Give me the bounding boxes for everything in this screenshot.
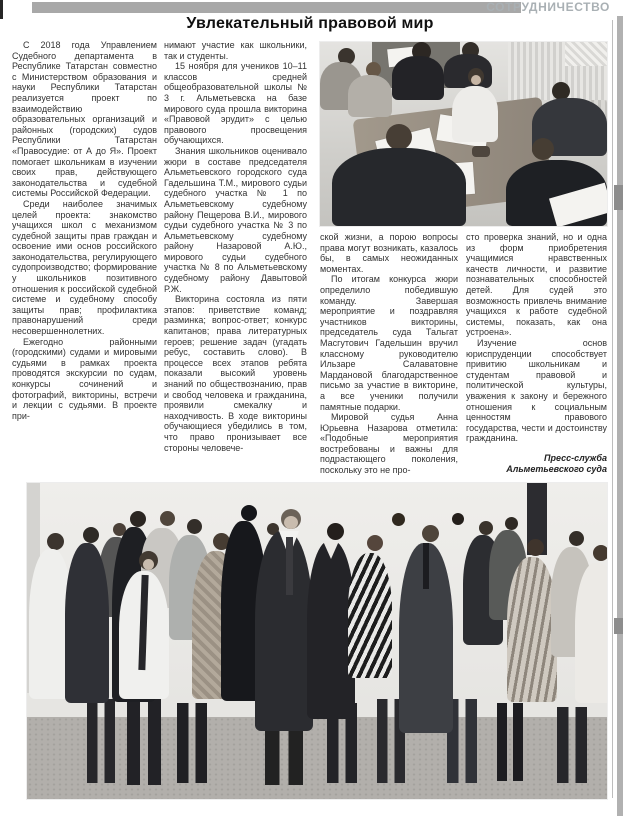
person-head xyxy=(83,527,99,543)
paragraph: ской жизни, а порою вопросы права могут возникать, казалось бы, в самых неожиданных моментах. xyxy=(320,232,458,274)
photo-group-portrait xyxy=(27,483,607,799)
person-head xyxy=(386,124,412,150)
person-body xyxy=(452,86,498,142)
paragraph: нимают участие как школьники, так и студенты. xyxy=(164,40,307,61)
scan-corner-mark xyxy=(0,0,3,19)
paragraph: Среди наиболее значимых целей проекта: знакомство учащихся школ с механизмом судебной защиты прав граждан и освоение ими основ российского законодательства, регулирующего судопроизводство; формирование у школьников позитивного отношения к российской судебной системе и судебному способу защиты прав; профилактика правонарушений среди несовершеннолетних. xyxy=(12,198,157,337)
person-body xyxy=(332,148,466,226)
paragraph: 15 ноября для учеников 10–11 классов средней общеобразовательной школы № 3 г. Альметьевска на базе мирового суда прошла викторина «Правовой эрудит» с целью правового просвещения обучающихся. xyxy=(164,61,307,146)
person-body xyxy=(348,75,392,117)
person-legs xyxy=(557,707,587,783)
person-head xyxy=(130,511,146,527)
photo-quiz-table xyxy=(320,42,607,226)
paragraph: Мировой судья Анна Юрьевна Назарова отметила: «Подобные мероприятия востребованы и важны для подрастающего поколения, поскольку это не про- xyxy=(320,412,458,476)
person-body xyxy=(575,563,607,703)
person-legs xyxy=(177,703,207,783)
person-head xyxy=(187,519,202,534)
person-legs xyxy=(87,699,115,783)
paragraph: По итогам конкурса жюри определило победившую команду. Завершая мероприятие и поздравляя участников викторины, председатель суда Тальгат Масгутович Гадельшин вручил классному руководителю Ильзаре Салаватовне Мардановой благодарственное письмо за участие в викторине, а все ученики получили памятные подарки. xyxy=(320,274,458,412)
article-column-2 xyxy=(164,40,307,453)
article-column-4 xyxy=(466,232,607,475)
article-column-1 xyxy=(12,40,157,421)
person-legs xyxy=(265,731,303,785)
paragraph: Ежегодно районными (городскими) судами и мировыми судьями в рамках проекта проводятся экскурсии по судам, конкурсы сочинений и фотографий, викторины, встречи и лекции с судьями. В проекте при- xyxy=(12,336,157,421)
person-face xyxy=(143,559,154,570)
person-head xyxy=(569,531,584,546)
necktie xyxy=(423,543,429,589)
person-face xyxy=(284,516,298,529)
person-head xyxy=(532,138,554,160)
paragraph: сто проверка знаний, но и одна из форм приобретения учащимися нравственных качеств личности, и развитие познавательных способностей детей. Для судей это возможность привлечь внимание учащихся к работе судебной системы, показать, как она устроена». xyxy=(466,232,607,338)
byline-line: Альметьевского суда xyxy=(506,463,607,474)
section-label: СОТРУДНИЧЕСТВО xyxy=(486,0,610,14)
byline-line: Пресс-служба xyxy=(543,452,607,463)
person-body xyxy=(255,531,313,731)
person-body xyxy=(444,54,492,88)
person-body xyxy=(348,553,392,678)
article-column-3 xyxy=(320,232,458,476)
necktie xyxy=(286,537,293,595)
person-head xyxy=(392,513,405,526)
person-head xyxy=(593,545,607,561)
pencil-case xyxy=(472,146,490,157)
person-face xyxy=(471,75,481,85)
person-head xyxy=(505,517,518,530)
person-head xyxy=(527,539,544,556)
person-head xyxy=(367,535,383,551)
window-corner xyxy=(565,42,607,66)
person-body xyxy=(65,543,109,703)
person-head xyxy=(452,513,464,525)
person-legs xyxy=(127,699,161,785)
page-edge-tab xyxy=(614,185,623,210)
byline xyxy=(466,453,607,475)
person-head xyxy=(479,521,493,535)
person-head xyxy=(241,505,257,521)
paragraph: Викторина состояла из пяти этапов: приветствие команд; разминка; вопрос-ответ; конкурс капитанов; права литературных героев; решение задач (угадать ребус, составить слово). В процессе всех этапов ребята показали высокий уровень знаний по обществознанию, прав и свобод человека и гражданина, проявили смекалку и находчивость. В ходе викторины обучающиеся убедились в том, что право пронизывает все стороны человече- xyxy=(164,294,307,453)
person-legs xyxy=(497,703,523,781)
person-body xyxy=(392,56,444,100)
person-head xyxy=(47,533,64,550)
person-head xyxy=(327,523,344,540)
paragraph: Знания школьников оценивало жюри в составе председателя Альметьевского городского суда Гадельшина Т.М., мирового судьи судебного участка № 1 по Альметьевскому судебному району Пещерова В.И., мирового судьи судебного участка № 3 по Альметьевскому судебному району Назаровой А.Ю., мирового судьи судебного участка № 8 по Альметьевскому судебному району Давытовой Р.Ж. xyxy=(164,145,307,294)
person-head xyxy=(160,511,175,526)
paragraph: Изучение основ юриспруденции способствует привитию школьникам и студентам правовой и политической культуры, уважения к закону и бережного отношения к социальным ценностям правового государства, чести и достоинству гражданина. xyxy=(466,337,607,444)
page-edge-tab xyxy=(614,618,623,634)
page-title: Увлекательный правовой мир xyxy=(186,15,434,32)
page-border-line xyxy=(612,20,613,798)
person-head xyxy=(422,525,439,542)
person-body xyxy=(507,557,557,702)
paragraph: С 2018 года Управлением Судебного департамента в Республике Татарстан совместно с Министерством образования и науки Республики Татарстан реализуется проект по взаимодействию образовательных организаций и районных (городских) судов Республики Татарстан «Правосудие: от А до Я». Проект помогает школьникам в изучении своих прав, действующего законодательства и судебной системы Российской Федерации. xyxy=(12,40,157,199)
page-edge-strip xyxy=(617,16,623,816)
